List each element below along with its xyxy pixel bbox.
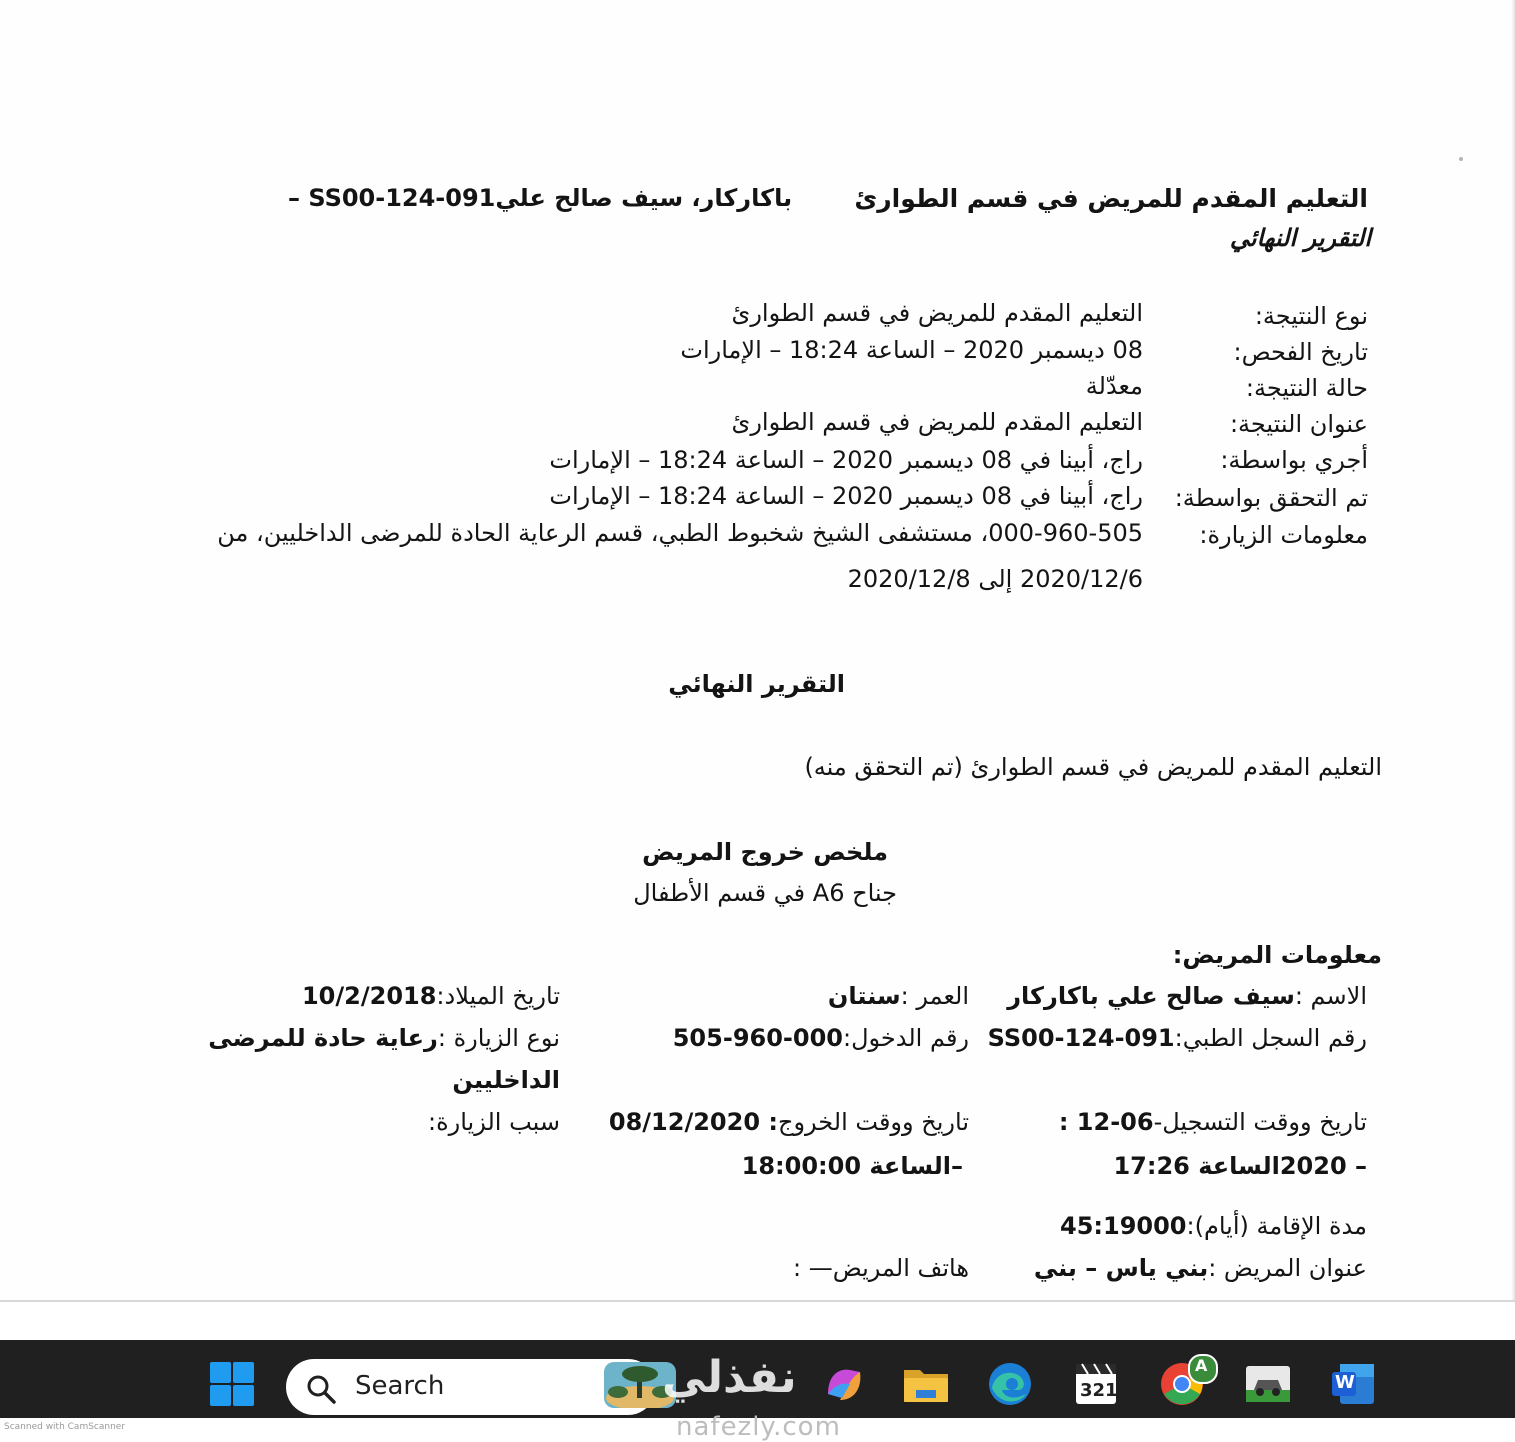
result-title-value: التعليم المقدم للمريض في قسم الطوارئ bbox=[731, 408, 1143, 436]
performed-by-value: راج، أبينا في 08 ديسمبر 2020 – الساعة 18:24 – الإمارات bbox=[549, 446, 1143, 474]
search-icon bbox=[305, 1373, 337, 1405]
result-status-value: معدّلة bbox=[1085, 372, 1143, 400]
result-type-label: نوع النتيجة: bbox=[1254, 302, 1368, 330]
mrn-label: رقم السجل الطبي: bbox=[1174, 1024, 1367, 1052]
discharge-time-label: تاريخ ووقت الخروج bbox=[777, 1108, 969, 1136]
patient-ref: باكاركار، سيف صالح علي bbox=[495, 184, 793, 212]
admission-number-field bbox=[673, 1022, 969, 1054]
verified-line: التعليم المقدم للمريض في قسم الطوارئ (تم التحقق منه) bbox=[804, 753, 1382, 781]
admission-number-value: 000-960-505 bbox=[672, 1024, 843, 1052]
mrn-field bbox=[988, 1022, 1367, 1054]
patient-header bbox=[288, 182, 792, 214]
final-report-heading: التقرير النهائي bbox=[668, 670, 845, 698]
performed-by-label: أجري بواسطة: bbox=[1220, 446, 1368, 474]
stay-duration-value: 45:19000 bbox=[1060, 1212, 1187, 1240]
patient-name-label: الاسم : bbox=[1294, 982, 1367, 1010]
result-status-label: حالة النتيجة: bbox=[1245, 374, 1368, 402]
registration-label: تاريخ ووقت التسجيل- bbox=[1153, 1108, 1367, 1136]
visit-info-dates: 2020/12/6 إلى 2020/12/8 bbox=[847, 565, 1143, 593]
copilot-icon[interactable] bbox=[820, 1360, 868, 1408]
patient-age-value: سنتان bbox=[827, 982, 901, 1010]
windows-start-icon[interactable] bbox=[208, 1360, 256, 1408]
patient-code: – SS00-124-091 bbox=[288, 184, 496, 212]
exam-date-label: تاريخ الفحص: bbox=[1233, 338, 1368, 366]
verified-by-value: راج، أبينا في 08 ديسمبر 2020 – الساعة 18:24 – الإمارات bbox=[549, 482, 1143, 510]
taskbar-search-box[interactable] bbox=[286, 1359, 656, 1415]
visit-reason-label: سبب الزيارة: bbox=[427, 1108, 560, 1136]
visit-type-label: نوع الزيارة : bbox=[437, 1024, 560, 1052]
registration-value: 06-12 : bbox=[1058, 1108, 1154, 1136]
exam-date-value: 08 ديسمبر 2020 – الساعة 18:24 – الإمارات bbox=[680, 336, 1143, 364]
discharge-time-field bbox=[609, 1106, 969, 1138]
result-type-value: التعليم المقدم للمريض في قسم الطوارئ bbox=[731, 299, 1143, 327]
document-subtitle: التقرير النهائي bbox=[1229, 224, 1371, 252]
nafezly-watermark-logo: نفذلي bbox=[662, 1352, 797, 1403]
mrn-value: SS00-124-091 bbox=[987, 1024, 1175, 1052]
photos-app-icon[interactable] bbox=[1244, 1360, 1292, 1408]
registration-field bbox=[1059, 1106, 1367, 1138]
patient-name-value: سيف صالح علي باكاركار bbox=[1007, 982, 1295, 1010]
calendar-badge: 321 bbox=[1080, 1380, 1118, 1401]
registration-time: – 2020الساعة 17:26 bbox=[1113, 1152, 1367, 1180]
patient-age-label: العمر : bbox=[900, 982, 969, 1010]
patient-info-heading: معلومات المريض: bbox=[1172, 941, 1382, 969]
scan-speck bbox=[1459, 157, 1463, 161]
discharge-summary-title: ملخص خروج المريض bbox=[642, 838, 888, 866]
patient-address-value: بني ياس – بني bbox=[1033, 1254, 1209, 1282]
patient-age-field bbox=[828, 980, 969, 1012]
nafezly-watermark-url: nafezly.com bbox=[676, 1412, 841, 1442]
patient-dob-field bbox=[302, 980, 560, 1012]
visit-type-value: رعاية حادة للمرضى bbox=[208, 1024, 438, 1052]
visit-info-value: 000-960-505، مستشفى الشيخ شخبوط الطبي، قسم الرعاية الحادة للمرضى الداخليين، من bbox=[217, 519, 1143, 547]
patient-address-label: عنوان المريض : bbox=[1208, 1254, 1367, 1282]
page-bottom-edge bbox=[0, 1300, 1515, 1302]
stay-duration-label: مدة الإقامة (أيام): bbox=[1186, 1212, 1367, 1240]
page-edge-shadow bbox=[1511, 0, 1515, 1300]
result-title-label: عنوان النتيجة: bbox=[1229, 410, 1368, 438]
edge-browser-icon[interactable] bbox=[986, 1360, 1034, 1408]
search-label[interactable]: Search bbox=[355, 1371, 445, 1401]
verified-by-label: تم التحقق بواسطة: bbox=[1174, 484, 1368, 512]
discharge-time-value: : 08/12/2020 bbox=[608, 1108, 778, 1136]
patient-dob-label: تاريخ الميلاد: bbox=[436, 982, 560, 1010]
admission-number-label: رقم الدخول: bbox=[843, 1024, 969, 1052]
visit-info-label: معلومات الزيارة: bbox=[1199, 521, 1368, 549]
stay-duration-field bbox=[1060, 1210, 1367, 1242]
discharge-ward: جناح A6 في قسم الأطفال bbox=[633, 879, 897, 907]
patient-phone-label: هاتف المريض— : bbox=[792, 1254, 969, 1282]
discharge-time-hour: –الساعة 18:00:00 bbox=[741, 1152, 963, 1180]
word-icon-letter: W bbox=[1335, 1372, 1355, 1393]
chrome-profile-letter: A bbox=[1195, 1356, 1208, 1375]
visit-type-field bbox=[208, 1022, 560, 1054]
document-title: التعليم المقدم للمريض في قسم الطوارئ bbox=[854, 184, 1368, 213]
patient-dob-value: 10/2/2018 bbox=[301, 982, 437, 1010]
visit-type-value-line2: الداخليين bbox=[452, 1066, 560, 1094]
file-explorer-icon[interactable] bbox=[902, 1360, 950, 1408]
patient-address-field bbox=[1034, 1252, 1367, 1284]
camscanner-label: Scanned with CamScanner bbox=[4, 1422, 126, 1432]
patient-name-field bbox=[1007, 980, 1367, 1012]
